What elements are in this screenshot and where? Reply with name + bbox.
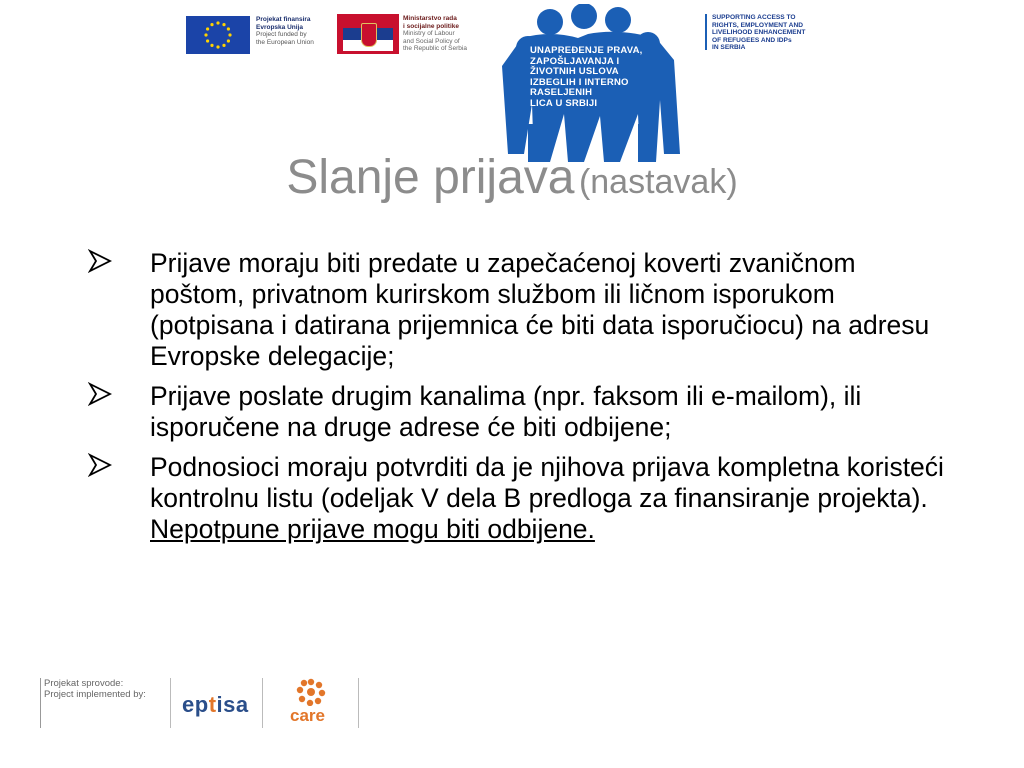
bullet-text: Podnosioci moraju potvrditi da je njihova prijava kompletna koristeći kontrolnu listu (odeljak V dela B predloga za finansiranje projekta). <box>150 452 944 513</box>
serbia-coat-of-arms-logo <box>337 14 399 54</box>
arrow-bullet-icon <box>88 381 112 407</box>
bullet-item <box>88 381 948 443</box>
support-logo-bar <box>705 14 707 50</box>
slide-title <box>0 150 1024 205</box>
care-logo-icon <box>286 678 336 706</box>
bullet-underlined-text: Nepotpune prijave mogu biti odbijene. <box>150 514 595 544</box>
footer-divider <box>262 678 263 728</box>
bullet-item <box>88 452 948 545</box>
slide-title-sub: (nastavak) <box>578 163 738 201</box>
bullet-text: Prijave poslate drugim kanalima (npr. faksom ili e-mailom), ili isporučene na druge adrese će biti odbijene; <box>150 381 862 442</box>
footer-divider <box>170 678 171 728</box>
bullet-item <box>88 248 948 372</box>
bullet-list <box>88 248 948 554</box>
eu-funding-text: Projekat finansira Evropska Unija Project funded by the European Union <box>256 16 314 46</box>
bullet-text: Prijave moraju biti predate u zapečaćenoj koverti zvaničnom poštom, privatnom kurirskom službom ili ličnom isporukom (potpisana i datirana prijemnica će biti data isporučiocu) na adresu Evropske delegacije; <box>150 248 930 371</box>
arrow-bullet-icon <box>88 248 112 274</box>
eu-flag-logo <box>186 16 250 54</box>
ministry-text: Ministarstvo rada i socijalne politike Ministry of Labour and Social Policy of the Republic of Serbia <box>403 15 467 53</box>
slide-title-main: Slanje prijava <box>286 151 575 204</box>
care-logo-text: care <box>290 706 325 725</box>
support-logo-text: SUPPORTING ACCESS TO RIGHTS, EMPLOYMENT AND LIVELIHOOD ENHANCEMENT OF REFUGEES AND IDPs IN SERBIA <box>712 14 806 52</box>
footer-implemented-by: Projekat sprovode: Project implemented by: <box>44 678 146 700</box>
crowd-logo-text: UNAPREĐENJE PRAVA, ZAPOŠLJAVANJA I ŽIVOTNIH USLOVA IZBEGLIH I INTERNO RASELJENIH LICA U SRBIJI <box>530 45 643 109</box>
footer-divider <box>358 678 359 728</box>
arrow-bullet-icon <box>88 452 112 478</box>
eptisa-logo: eptisa <box>182 692 249 717</box>
footer-divider <box>40 678 41 728</box>
